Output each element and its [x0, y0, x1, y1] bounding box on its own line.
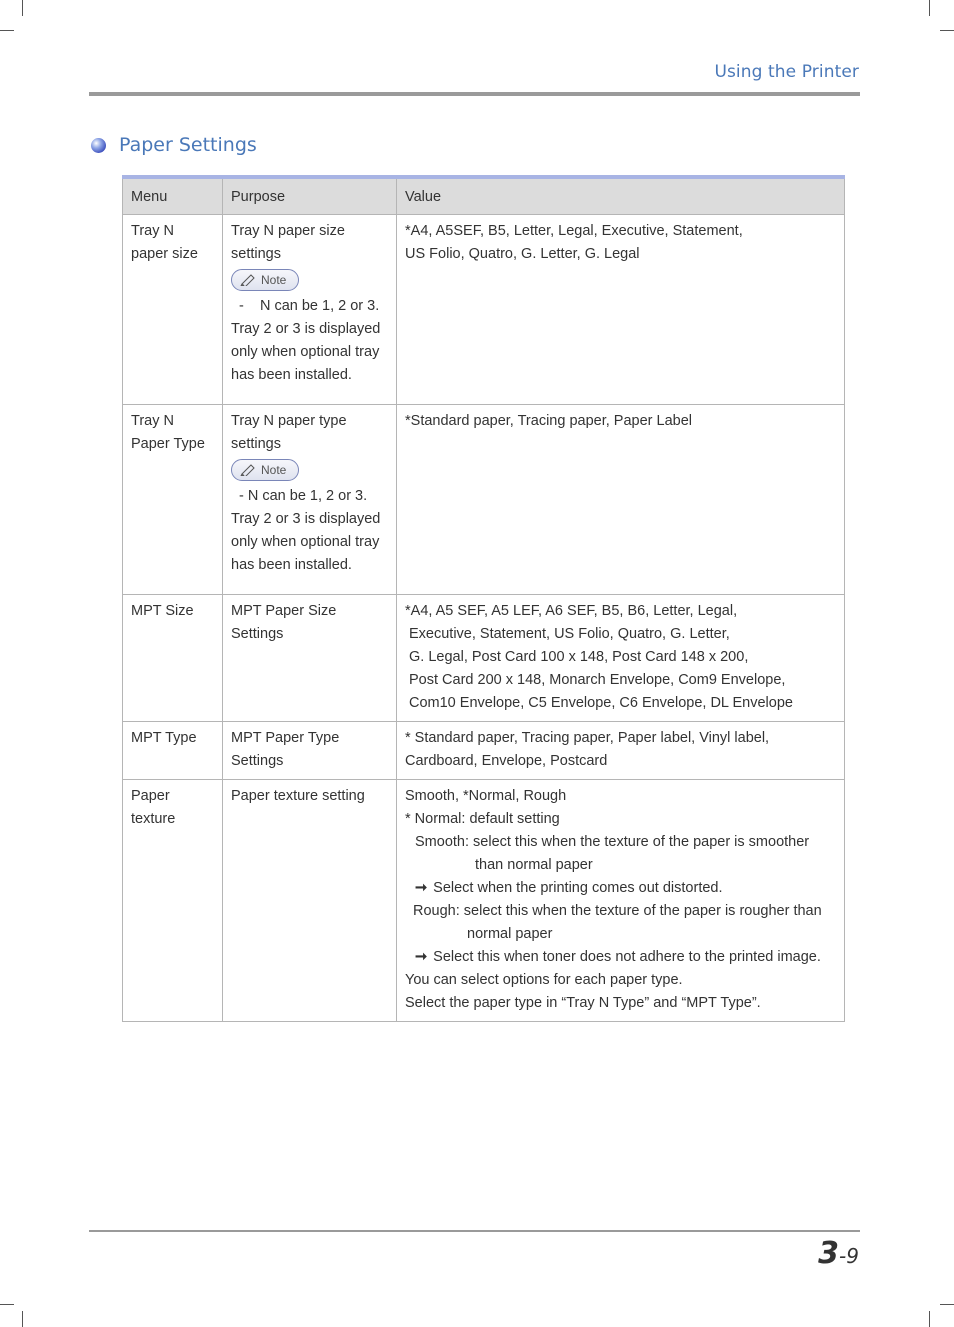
bullet-icon — [91, 138, 106, 153]
table-row — [123, 215, 845, 405]
arrow-right-icon: ➞ — [415, 949, 428, 965]
chapter-number: 3 — [818, 1236, 840, 1271]
column-header-menu: Menu — [123, 177, 223, 215]
page-suffix: -9 — [839, 1244, 859, 1268]
paper-settings-table — [122, 175, 845, 1022]
value-cell: * Standard paper, Tracing paper, Paper label, Vinyl label, Cardboard, Envelope, Postcard — [397, 722, 845, 780]
purpose-cell: MPT Paper Type Settings — [223, 722, 397, 780]
crop-mark — [22, 1311, 23, 1327]
note-badge: Note — [231, 269, 299, 291]
column-header-purpose: Purpose — [223, 177, 397, 215]
menu-cell: Tray N Paper Type — [123, 405, 223, 595]
table-row — [123, 595, 845, 722]
crop-mark — [929, 0, 930, 16]
crop-mark — [929, 1311, 930, 1327]
value-cell: *A4, A5 SEF, A5 LEF, A6 SEF, B5, B6, Letter, Legal, Executive, Statement, US Folio, Quatro, G. Letter, G. Legal, Post Card 100 x 148, Post Card 148 x 200, Post Card 200 x 148, Monarch Envelope, Com9 Envelope, Com10 Envelope, C5 Envelope, C6 Envelope, DL Envelope — [397, 595, 845, 722]
purpose-cell: MPT Paper Size Settings — [223, 595, 397, 722]
column-header-value: Value — [397, 177, 845, 215]
purpose-cell: Tray N paper size settings Note - N can be 1, 2 or 3. Tray 2 or 3 is displayed only when optional tray has been installed. — [223, 215, 397, 405]
crop-mark — [0, 1304, 14, 1305]
table-row — [123, 405, 845, 595]
crop-mark — [0, 30, 14, 31]
pencil-icon — [240, 274, 255, 286]
crop-mark — [940, 1304, 954, 1305]
running-header: Using the Printer — [714, 62, 859, 82]
header-rule — [89, 92, 860, 96]
table-row — [123, 722, 845, 780]
value-cell: *Standard paper, Tracing paper, Paper Label — [397, 405, 845, 595]
menu-cell: MPT Size — [123, 595, 223, 722]
value-cell: Smooth, *Normal, Rough * Normal: default setting Smooth: select this when the texture of the paper is smoother than normal paper ➞ Select when the printing comes out distorted. Rough: select this when the texture of the paper is rougher than normal paper ➞ Select this when toner does not adhere to the printed image. You can select options for each paper type. Select the paper type in “Tray N Type” and “MPT Type”. — [397, 780, 845, 1022]
pencil-icon — [240, 464, 255, 476]
purpose-cell: Paper texture setting — [223, 780, 397, 1022]
menu-cell: Paper texture — [123, 780, 223, 1022]
crop-mark — [940, 30, 954, 31]
menu-cell: Tray N paper size — [123, 215, 223, 405]
table-header-row — [123, 177, 845, 215]
crop-mark — [22, 0, 23, 16]
table-row — [123, 780, 845, 1022]
arrow-right-icon: ➞ — [415, 880, 428, 896]
purpose-cell: Tray N paper type settings Note - N can be 1, 2 or 3. Tray 2 or 3 is displayed only when optional tray has been installed. — [223, 405, 397, 595]
section-heading — [91, 134, 257, 156]
page-number — [818, 1236, 859, 1271]
footer-rule — [89, 1230, 860, 1232]
note-badge: Note — [231, 459, 299, 481]
value-cell: *A4, A5SEF, B5, Letter, Legal, Executive, Statement, US Folio, Quatro, G. Letter, G. Legal — [397, 215, 845, 405]
section-title: Paper Settings — [119, 134, 257, 156]
menu-cell: MPT Type — [123, 722, 223, 780]
